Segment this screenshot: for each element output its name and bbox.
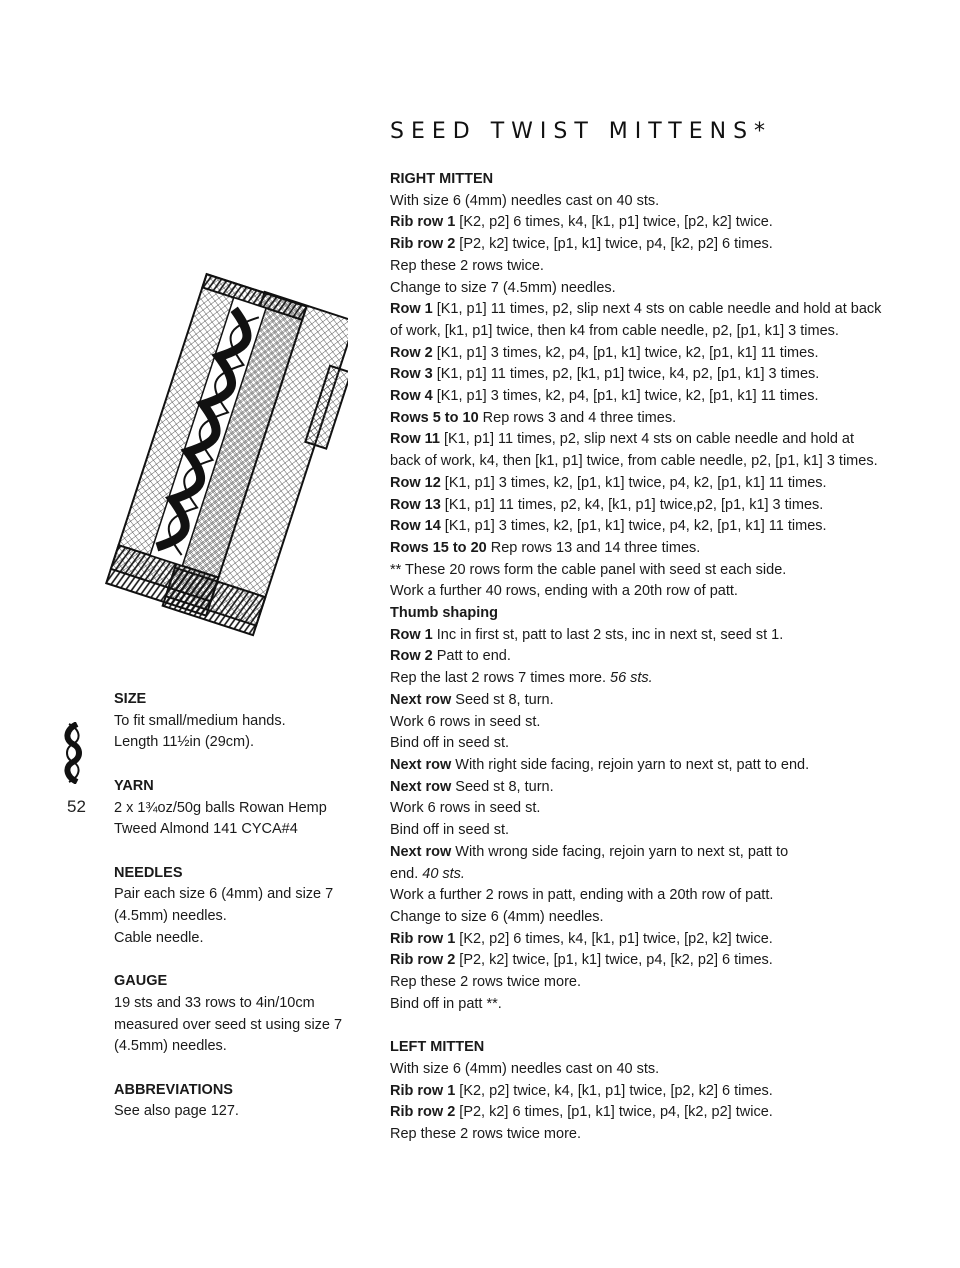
row-text: Rep these 2 rows twice more.: [390, 974, 581, 991]
row-text: [K1, p1] 3 times, k2, p4, [p1, k1] twice, k2, [p1, k1] 11 times.: [432, 388, 819, 405]
row-label: Row 2: [390, 648, 433, 665]
page-title: SEED TWIST MITTENS*: [390, 118, 773, 144]
row-label: Next row: [390, 691, 452, 708]
section-heading: YARN: [114, 777, 154, 794]
stitch-count: 56 sts.: [610, 670, 653, 687]
row-label: Row 2: [390, 344, 433, 361]
row-text: [K1, p1] 3 times, k2, [p1, k1] twice, p4, k2, [p1, k1] 11 times.: [440, 474, 827, 491]
row-text: Change to size 6 (4mm) needles.: [390, 908, 604, 925]
row-text: [K2, p2] twice, k4, [k1, p1] twice, [p2, k2] 6 times.: [455, 1082, 773, 1099]
row-text: [P2, k2] 6 times, [p1, k1] twice, p4, [k2, p2] twice.: [455, 1104, 773, 1121]
instruction-line: [390, 625, 930, 647]
row-text: Patt to end.: [432, 648, 511, 665]
section-heading: NEEDLES: [114, 864, 183, 881]
instruction-line: [390, 1124, 930, 1146]
row-label: Rib row 2: [390, 236, 456, 253]
section-line: Cable needle.: [114, 929, 204, 946]
instruction-line: [390, 994, 930, 1016]
row-text: ** These 20 rows form the cable panel with seed st each side.: [390, 561, 787, 578]
row-label: Rows 5 to 10: [390, 409, 479, 426]
section-line: See also page 127.: [114, 1103, 239, 1120]
page-number: 52: [67, 797, 86, 816]
instruction-line: [390, 386, 930, 408]
mitten-pair-illustration: [98, 268, 348, 653]
instruction-line: [390, 907, 930, 929]
row-text: Rep rows 3 and 4 three times.: [478, 409, 677, 426]
section-line: (4.5mm) needles.: [114, 1038, 227, 1055]
instruction-line: [390, 495, 930, 517]
row-text: [K1, p1] 11 times, p2, [k1, p1] twice, k4, p2, [p1, k1] 3 times.: [432, 366, 820, 383]
instruction-line: [390, 950, 930, 972]
row-label: Row 14: [390, 518, 441, 535]
row-text: Rep the last 2 rows 7 times more.: [390, 670, 610, 687]
row-text: [K2, p2] 6 times, k4, [k1, p1] twice, [p2, k2] twice.: [455, 930, 773, 947]
row-label: Row 1: [390, 301, 433, 318]
instruction-line: [390, 234, 930, 256]
row-text: [K1, p1] 11 times, p2, k4, [k1, p1] twice,p2, [p1, k1] 3 times.: [440, 496, 824, 513]
instructions-column: [390, 169, 930, 1146]
row-text: Bind off in seed st.: [390, 822, 510, 839]
row-label: Row 4: [390, 388, 433, 405]
row-label: Rib row 1: [390, 1082, 456, 1099]
section-heading: RIGHT MITTEN: [390, 171, 494, 187]
section-heading: ABBREVIATIONS: [114, 1081, 233, 1098]
instruction-line: [390, 646, 930, 668]
section-gap: [390, 1015, 930, 1037]
row-text: Bind off in seed st.: [390, 735, 510, 752]
instruction-line: [390, 603, 930, 625]
section-line: 2 x 1¾oz/50g balls Rowan Hemp: [114, 799, 327, 816]
instruction-line: [390, 972, 930, 994]
section-line: 19 sts and 33 rows to 4in/10cm: [114, 994, 315, 1011]
instruction-line: [390, 191, 930, 213]
row-text: Bind off in patt **.: [390, 995, 502, 1012]
row-text: [K1, p1] 11 times, p2, slip next 4 sts on cable needle and hold at back: [432, 301, 882, 318]
section-line: (4.5mm) needles.: [114, 908, 227, 924]
row-text: [K1, p1] 3 times, k2, [p1, k1] twice, p4, k2, [p1, k1] 11 times.: [440, 518, 827, 535]
row-text: back of work, k4, then [k1, p1] twice, from cable needle, p2, [p1, k1] 3 times.: [390, 453, 878, 470]
section-line: measured over seed st using size 7: [114, 1016, 343, 1033]
instruction-line: [390, 885, 930, 907]
row-text: With right side facing, rejoin yarn to next st, patt to end.: [451, 756, 810, 773]
instruction-line: [390, 581, 930, 603]
row-text: Rep these 2 rows twice more.: [390, 1125, 581, 1142]
row-text: Rep rows 13 and 14 three times.: [486, 539, 701, 556]
instruction-line: [390, 1081, 930, 1103]
instruction-line: [390, 842, 930, 864]
instruction-line: [390, 733, 930, 755]
row-label: Thumb shaping: [390, 605, 498, 622]
row-label: Rows 15 to 20: [390, 539, 487, 556]
row-text: [K2, p2] 6 times, k4, [k1, p1] twice, [p2, k2] twice.: [455, 214, 773, 231]
instruction-line: [390, 321, 930, 343]
section-line: To fit small/medium hands.: [114, 712, 286, 729]
row-text: Seed st 8, turn.: [451, 778, 554, 795]
row-label: Next row: [390, 843, 452, 860]
row-text: Rep these 2 rows twice.: [390, 257, 544, 274]
section-gap: [114, 754, 364, 776]
instruction-line: [390, 864, 930, 886]
section-gap: [114, 1058, 364, 1080]
row-label: Row 11: [390, 431, 440, 448]
section-heading: GAUGE: [114, 973, 168, 990]
section-line: Pair each size 6 (4mm) and size 7: [114, 886, 334, 903]
instruction-line: [390, 798, 930, 820]
instruction-line: [390, 1102, 930, 1124]
instruction-line: [390, 668, 930, 690]
row-text: end.: [390, 865, 423, 882]
instruction-line: [390, 1059, 930, 1081]
section-heading: SIZE: [114, 691, 147, 707]
instruction-line: [390, 820, 930, 842]
row-label: Rib row 2: [390, 952, 456, 969]
instruction-line: [390, 516, 930, 538]
instruction-line: [390, 343, 930, 365]
row-text: With size 6 (4mm) needles cast on 40 sts.: [390, 192, 660, 209]
row-text: Change to size 7 (4.5mm) needles.: [390, 279, 616, 296]
row-text: of work, [k1, p1] twice, then k4 from cable needle, p2, [p1, k1] 3 times.: [390, 322, 839, 339]
instruction-line: [390, 429, 930, 451]
section-line: Tweed Almond 141 CYCA#4: [114, 821, 298, 838]
row-text: Work 6 rows in seed st.: [390, 800, 541, 817]
instruction-line: [390, 256, 930, 278]
specifications-column: [114, 689, 364, 1123]
row-label: Rib row 1: [390, 214, 456, 231]
row-text: [P2, k2] twice, [p1, k1] twice, p4, [k2, p2] 6 times.: [455, 236, 773, 253]
cable-chain-icon: [62, 722, 84, 784]
instruction-line: [390, 560, 930, 582]
row-label: Row 12: [390, 474, 441, 491]
instruction-line: [390, 451, 930, 473]
row-text: With wrong side facing, rejoin yarn to next st, patt to: [451, 843, 789, 860]
row-text: Work a further 2 rows in patt, ending with a 20th row of patt.: [390, 887, 774, 904]
row-text: [K1, p1] 3 times, k2, p4, [p1, k1] twice, k2, [p1, k1] 11 times.: [432, 344, 819, 361]
row-label: Row 3: [390, 366, 433, 383]
instruction-line: [390, 712, 930, 734]
row-text: Inc in first st, patt to last 2 sts, inc in next st, seed st 1.: [432, 626, 784, 643]
section-heading: LEFT MITTEN: [390, 1039, 485, 1056]
instruction-line: [390, 755, 930, 777]
instruction-line: [390, 408, 930, 430]
instruction-line: [390, 299, 930, 321]
section-gap: [114, 841, 364, 863]
row-label: Rib row 1: [390, 930, 456, 947]
instruction-line: [390, 777, 930, 799]
row-label: Rib row 2: [390, 1104, 456, 1121]
row-label: Row 1: [390, 626, 433, 643]
instruction-line: [390, 278, 930, 300]
section-line: Length 11½in (29cm).: [114, 734, 254, 751]
row-text: Seed st 8, turn.: [451, 691, 554, 708]
row-text: [K1, p1] 11 times, p2, slip next 4 sts on cable needle and hold at: [439, 431, 855, 448]
row-text: With size 6 (4mm) needles cast on 40 sts.: [390, 1060, 660, 1077]
instruction-line: [390, 929, 930, 951]
row-label: Row 13: [390, 496, 441, 513]
row-text: Work 6 rows in seed st.: [390, 713, 541, 730]
instruction-line: [390, 538, 930, 560]
instruction-line: [390, 473, 930, 495]
instruction-line: [390, 212, 930, 234]
row-text: Work a further 40 rows, ending with a 20th row of patt.: [390, 583, 738, 600]
row-label: Next row: [390, 778, 452, 795]
section-gap: [114, 949, 364, 971]
instruction-line: [390, 690, 930, 712]
stitch-count: 40 sts.: [422, 865, 465, 882]
row-label: Next row: [390, 756, 452, 773]
instruction-line: [390, 364, 930, 386]
row-text: [P2, k2] twice, [p1, k1] twice, p4, [k2, p2] 6 times.: [455, 952, 773, 969]
